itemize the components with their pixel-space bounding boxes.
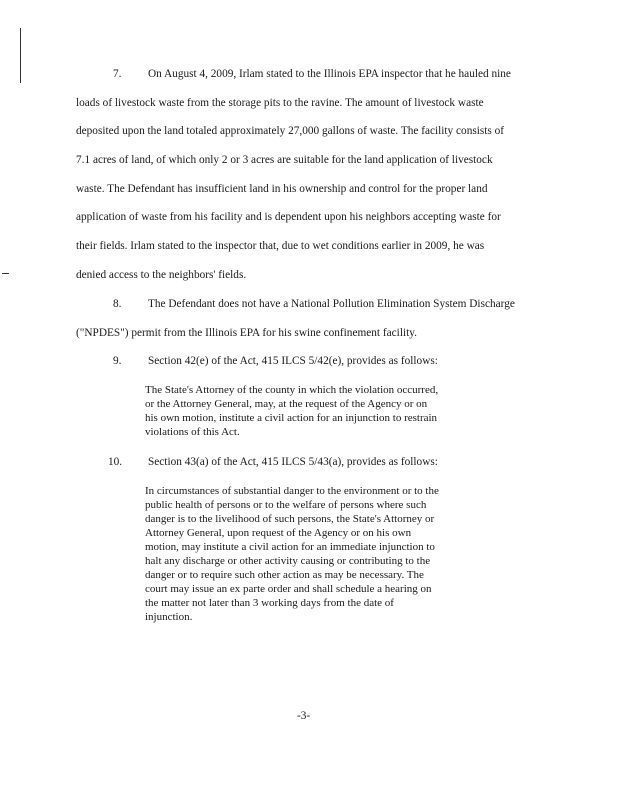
paragraph-number: 10. <box>108 456 123 468</box>
paragraph-line: On August 4, 2009, Irlam stated to the Illinois EPA inspector that he hauled nine <box>148 68 511 80</box>
quote-line: danger or to require such other action as may be necessary. The <box>145 569 424 581</box>
paragraph-number: 9. <box>113 355 122 367</box>
paragraph-line: application of waste from his facility and is dependent upon his neighbors accepting waste for <box>76 211 501 223</box>
section-intro: Section 43(a) of the Act, 415 ILCS 5/43(a), provides as follows: <box>148 456 438 468</box>
paragraph-line: 7.1 acres of land, of which only 2 or 3 acres are suitable for the land application of livestock <box>76 154 493 166</box>
quote-line: public health of persons or to the welfare of persons where such <box>145 499 427 511</box>
quote-line: violations of this Act. <box>145 426 240 438</box>
paragraph-line: denied access to the neighbors' fields. <box>76 269 247 281</box>
quote-line: The State's Attorney of the county in which the violation occurred, <box>145 384 439 396</box>
quote-line: or the Attorney General, may, at the request of the Agency or on <box>145 398 428 410</box>
scan-margin-line <box>20 28 21 83</box>
quote-line: court may issue an ex parte order and shall schedule a hearing on <box>145 583 432 595</box>
paragraph-line: The Defendant does not have a National Pollution Elimination System Discharge <box>148 298 515 310</box>
scan-margin-tick <box>2 273 9 274</box>
quote-line: In circumstances of substantial danger to the environment or to the <box>145 485 439 497</box>
paragraph-number: 8. <box>113 298 122 310</box>
paragraph-line: waste. The Defendant has insufficient land in his ownership and control for the proper land <box>76 183 488 195</box>
paragraph-line: their fields. Irlam stated to the inspector that, due to wet conditions earlier in 2009, he was <box>76 240 485 252</box>
page-number: -3- <box>297 710 311 722</box>
quote-line: injunction. <box>145 611 193 623</box>
quote-line: danger is to the livelihood of such persons, the State's Attorney or <box>145 513 435 525</box>
quote-line: the matter not later than 3 working days from the date of <box>145 597 394 609</box>
paragraph-number: 7. <box>113 68 122 80</box>
paragraph-line: deposited upon the land totaled approximately 27,000 gallons of waste. The facility consists of <box>76 125 505 137</box>
quote-line: halt any discharge or other activity causing or contributing to the <box>145 555 431 567</box>
paragraph-line: ("NPDES") permit from the Illinois EPA for his swine confinement facility. <box>76 327 417 339</box>
quote-line: motion, may institute a civil action for an immediate injunction to <box>145 541 435 553</box>
quote-line: Attorney General, upon request of the Agency or on his own <box>145 527 412 539</box>
quote-line: his own motion, institute a civil action for an injunction to restrain <box>145 412 438 424</box>
paragraph-line: loads of livestock waste from the storage pits to the ravine. The amount of livestock waste <box>76 97 484 109</box>
section-intro: Section 42(e) of the Act, 415 ILCS 5/42(e), provides as follows: <box>148 355 438 367</box>
